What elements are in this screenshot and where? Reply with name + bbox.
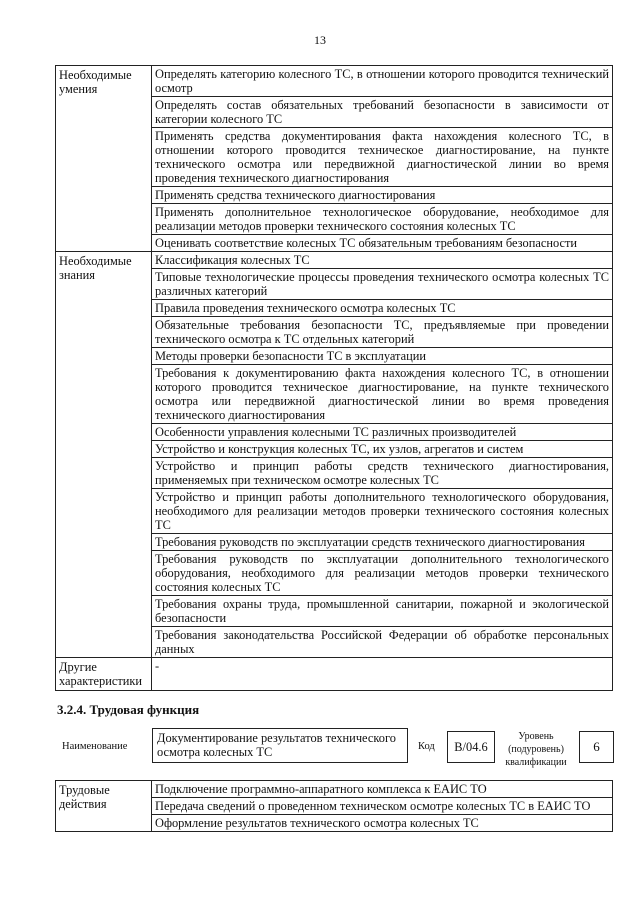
knowledge-item: Требования законодательства Российской Федерации об обработке персональных данных — [152, 627, 613, 658]
actions-label: Трудовые действия — [56, 781, 152, 832]
action-item: Передача сведений о проведенном техническом осмотре колесных ТС в ЕАИС ТО — [152, 798, 613, 815]
labor-actions-table — [55, 780, 613, 832]
skill-item: Определять категорию колесного ТС, в отношении которого проводится технический осмотр — [152, 66, 613, 97]
action-item: Подключение программно-аппаратного комплекса к ЕАИС ТО — [152, 781, 613, 798]
section-heading: 3.2.4. Трудовая функция — [57, 702, 200, 717]
function-name-value: Документирование результатов технического осмотра колесных ТС — [152, 728, 408, 763]
knowledge-item: Требования руководств по эксплуатации дополнительного технологического оборудования, необходимого для реализации методов проверки технического состояния колесных ТС — [152, 551, 613, 596]
knowledge-item: Устройство и принцип работы дополнительного технологического оборудования, необходимого для реализации методов проверки технического состояния колесных ТС — [152, 489, 613, 534]
page-number: 13 — [314, 33, 326, 47]
skill-item: Определять состав обязательных требований безопасности в зависимости от категории колесного ТС — [152, 97, 613, 128]
action-item: Оформление результатов технического осмотра колесных ТС — [152, 815, 613, 832]
function-code-label: Код — [418, 741, 435, 752]
other-label: Другие характеристики — [56, 658, 152, 691]
requirements-table — [55, 65, 613, 691]
table-row — [56, 781, 613, 798]
knowledge-item: Правила проведения технического осмотра колесных ТС — [152, 300, 613, 317]
function-name-label: Наименование — [62, 741, 128, 752]
knowledge-item: Требования руководств по эксплуатации средств технического диагностирования — [152, 534, 613, 551]
qualification-level-label: Уровень (подуровень) квалификации — [505, 731, 567, 768]
knowledge-item: Требования охраны труда, промышленной санитарии, пожарной и экологической безопасности — [152, 596, 613, 627]
knowledge-item: Устройство и конструкция колесных ТС, их узлов, агрегатов и систем — [152, 441, 613, 458]
table-row — [56, 252, 613, 269]
knowledge-label: Необходимые знания — [56, 252, 152, 658]
skill-item: Применять средства документирования факта нахождения колесного ТС, в отношении которого проводится техническое диагностирование, на пункте технического осмотра или передвижной диагностической линии во время проведения технического диагностирования — [152, 128, 613, 187]
knowledge-item: Требования к документированию факта нахождения колесного ТС, в отношении которого проводится техническое диагностирование, на пункте технического осмотра или передвижной диагностической линии во время проведения технического диагностирования — [152, 365, 613, 424]
knowledge-item: Классификация колесных ТС — [152, 252, 613, 269]
knowledge-item: Методы проверки безопасности ТС в эксплуатации — [152, 348, 613, 365]
skills-label: Необходимые умения — [56, 66, 152, 252]
knowledge-item: Типовые технологические процессы проведения технического осмотра колесных ТС различных категорий — [152, 269, 613, 300]
function-code-value: B/04.6 — [447, 731, 495, 763]
knowledge-item: Обязательные требования безопасности ТС, предъявляемые при проведении технического осмотра к ТС отдельных категорий — [152, 317, 613, 348]
skill-item: Оценивать соответствие колесных ТС обязательным требованиям безопасности — [152, 235, 613, 252]
skill-item: Применять дополнительное технологическое оборудование, необходимое для реализации методов проверки технического состояния колесных ТС — [152, 204, 613, 235]
table-row — [56, 658, 613, 691]
knowledge-item: Особенности управления колесными ТС различных производителей — [152, 424, 613, 441]
table-row — [56, 66, 613, 97]
knowledge-item: Устройство и принцип работы средств технического диагностирования, применяемых при техническом осмотре колесных ТС — [152, 458, 613, 489]
qualification-level-value: 6 — [579, 731, 614, 763]
other-value: - — [152, 658, 613, 691]
skill-item: Применять средства технического диагностирования — [152, 187, 613, 204]
